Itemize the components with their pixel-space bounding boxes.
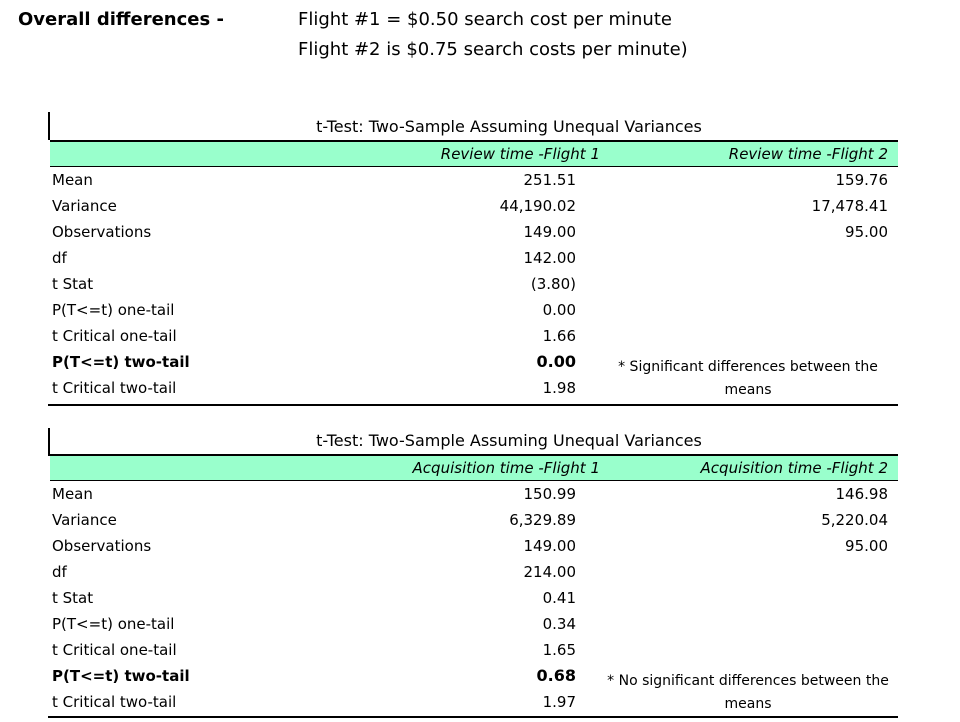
note-line-1: * Significant differences between the <box>618 359 878 375</box>
row-label: df <box>52 249 67 267</box>
value-flight-2: 95.00 <box>845 223 888 241</box>
table-title-text: t-Test: Two-Sample Assuming Unequal Variances <box>316 431 702 450</box>
value-flight-1: 0.34 <box>542 615 576 633</box>
value-flight-1: 1.65 <box>542 641 576 659</box>
note-line-2: means <box>724 696 772 712</box>
row-label: Mean <box>52 485 93 503</box>
column-header-flight-2: Review time -Flight 2 <box>728 145 888 163</box>
column-header-flight-1: Review time -Flight 1 <box>440 145 600 163</box>
table-row-t-critical-one-tail <box>48 637 898 663</box>
value-flight-1: 149.00 <box>523 537 576 555</box>
row-label: P(T<=t) one-tail <box>52 615 175 633</box>
value-flight-2: 146.98 <box>835 485 888 503</box>
ttest-table-acquisition-time <box>48 428 898 722</box>
flight-2-cost-note: Flight #2 is $0.75 search costs per minute) <box>298 39 688 60</box>
value-flight-2: 95.00 <box>845 537 888 555</box>
flight-1-cost-note: Flight #1 = $0.50 search cost per minute <box>298 9 672 30</box>
value-flight-1: 0.00 <box>542 301 576 319</box>
table-row-observations <box>48 533 898 559</box>
table-row-variance <box>48 507 898 533</box>
value-flight-1: 142.00 <box>523 249 576 267</box>
row-label: t Critical two-tail <box>52 379 177 397</box>
value-flight-1: (3.80) <box>530 275 576 293</box>
table-row-t-stat <box>48 271 898 297</box>
table-row-df <box>48 245 898 271</box>
row-label: P(T<=t) two-tail <box>52 353 190 371</box>
value-flight-1: 149.00 <box>523 223 576 241</box>
row-label: Variance <box>52 197 117 215</box>
table-bottom-rule <box>48 404 898 406</box>
table-bottom-rule <box>48 716 898 718</box>
row-label: Observations <box>52 223 152 241</box>
row-label: t Critical one-tail <box>52 641 177 659</box>
row-label: df <box>52 563 67 581</box>
value-flight-2: 5,220.04 <box>821 511 888 529</box>
column-header-flight-2: Acquisition time -Flight 2 <box>700 459 888 477</box>
table-row-p-one-tail <box>48 297 898 323</box>
table-title-text: t-Test: Two-Sample Assuming Unequal Variances <box>316 117 702 136</box>
table-row-df <box>48 559 898 585</box>
table-row-variance <box>48 193 898 219</box>
row-label: t Critical one-tail <box>52 327 177 345</box>
table-row-mean <box>48 481 898 507</box>
table-title <box>50 428 898 454</box>
row-label: t Stat <box>52 275 94 293</box>
value-flight-1: 44,190.02 <box>499 197 576 215</box>
row-label: P(T<=t) one-tail <box>52 301 175 319</box>
row-label: Observations <box>52 537 152 555</box>
value-flight-1: 6,329.89 <box>509 511 576 529</box>
value-flight-1: 1.97 <box>542 693 576 711</box>
table-row-t-stat <box>48 585 898 611</box>
note-line-2: means <box>724 382 772 398</box>
table-title <box>50 114 898 140</box>
value-flight-1: 251.51 <box>523 171 576 189</box>
value-flight-1: 0.00 <box>536 352 576 371</box>
row-label: Variance <box>52 511 117 529</box>
table-header-row <box>50 140 898 167</box>
page-heading: Overall differences - <box>18 9 224 30</box>
significance-note <box>598 356 898 402</box>
table-header-row <box>50 454 898 481</box>
column-header-flight-1: Acquisition time -Flight 1 <box>412 459 600 477</box>
value-flight-1: 1.98 <box>542 379 576 397</box>
significance-note <box>598 670 898 716</box>
table-row-observations <box>48 219 898 245</box>
row-label: P(T<=t) two-tail <box>52 667 190 685</box>
value-flight-1: 0.41 <box>542 589 576 607</box>
row-label: Mean <box>52 171 93 189</box>
table-row-mean <box>48 167 898 193</box>
note-line-1: * No significant differences between the <box>607 673 889 689</box>
value-flight-2: 17,478.41 <box>811 197 888 215</box>
table-row-t-critical-one-tail <box>48 323 898 349</box>
ttest-table-review-time <box>48 112 898 408</box>
value-flight-1: 150.99 <box>523 485 576 503</box>
value-flight-1: 0.68 <box>536 666 576 685</box>
row-label: t Stat <box>52 589 94 607</box>
value-flight-1: 1.66 <box>542 327 576 345</box>
value-flight-1: 214.00 <box>523 563 576 581</box>
row-label: t Critical two-tail <box>52 693 177 711</box>
table-row-p-one-tail <box>48 611 898 637</box>
value-flight-2: 159.76 <box>835 171 888 189</box>
